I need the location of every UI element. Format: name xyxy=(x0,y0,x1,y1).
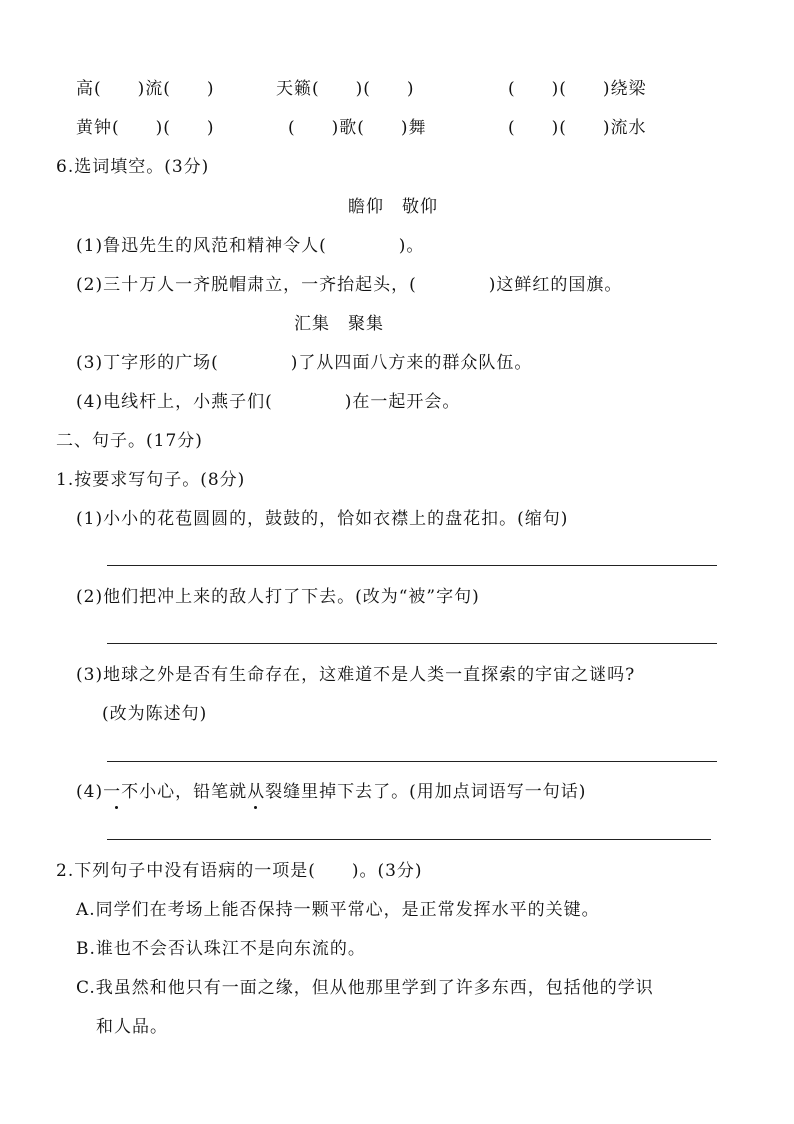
idiom-1-1: 高( )流( ) xyxy=(76,79,215,99)
q1-1-prompt: (1)小小的花苞圆圆的，鼓鼓的，恰如衣襟上的盘花扣。(缩句) xyxy=(76,509,569,529)
q6-sentence-4: (4)电线杆上，小燕子们( )在一起开会。 xyxy=(76,392,461,412)
q1-1-answer-line[interactable] xyxy=(107,565,717,566)
q2-title: 2.下列句子中没有语病的一项是( )。(3分) xyxy=(56,861,423,881)
q1-2-prompt: (2)他们把冲上来的敌人打了下去。(改为“被”字句) xyxy=(76,587,480,607)
q2-option-c: C.我虽然和他只有一面之缘，但从他那里学到了许多东西，包括他的学识 xyxy=(76,978,654,998)
q1-4-prompt: (4)一不小心，铅笔就从裂缝里掉下去了。(用加点词语写一句话) xyxy=(76,782,587,802)
q2-option-b: B.谁也不会否认珠江不是向东流的。 xyxy=(76,939,366,959)
q6-word-group-2: 汇集 聚集 xyxy=(294,314,384,334)
q6-sentence-3: (3)丁字形的广场( )了从四面八方来的群众队伍。 xyxy=(76,353,533,373)
q6-sentence-2: (2)三十万人一齐脱帽肃立，一齐抬起头，( )这鲜红的国旗。 xyxy=(76,275,623,295)
q6-sentence-1: (1)鲁迅先生的风范和精神令人( )。 xyxy=(76,236,425,256)
emphasis-dot xyxy=(115,806,118,809)
q1-4-answer-line[interactable] xyxy=(107,839,711,840)
q1-3-answer-line[interactable] xyxy=(107,761,717,762)
idiom-2-1: 黄钟( )( ) xyxy=(76,118,215,138)
idiom-1-2: 天籁( )( ) xyxy=(276,79,415,99)
q1-title: 1.按要求写句子。(8分) xyxy=(56,470,246,490)
q2-option-a: A.同学们在考场上能否保持一颗平常心，是正常发挥水平的关键。 xyxy=(76,900,600,920)
q1-2-answer-line[interactable] xyxy=(107,643,717,644)
q2-option-c-cont: 和人品。 xyxy=(96,1017,168,1037)
q1-3-prompt: (3)地球之外是否有生命存在，这难道不是人类一直探索的宇宙之谜吗? xyxy=(76,665,636,685)
q6-title: 6.选词填空。(3分) xyxy=(56,157,210,177)
idiom-1-3: ( )( )绕梁 xyxy=(508,79,647,99)
idiom-2-2: ( )歌( )舞 xyxy=(288,118,427,138)
q6-word-group-1: 瞻仰 敬仰 xyxy=(348,197,438,217)
section-2-title: 二、句子。(17分) xyxy=(56,431,203,451)
q1-3-prompt-cont: (改为陈述句) xyxy=(102,704,208,724)
emphasis-dot xyxy=(254,806,257,809)
idiom-2-3: ( )( )流水 xyxy=(508,118,647,138)
